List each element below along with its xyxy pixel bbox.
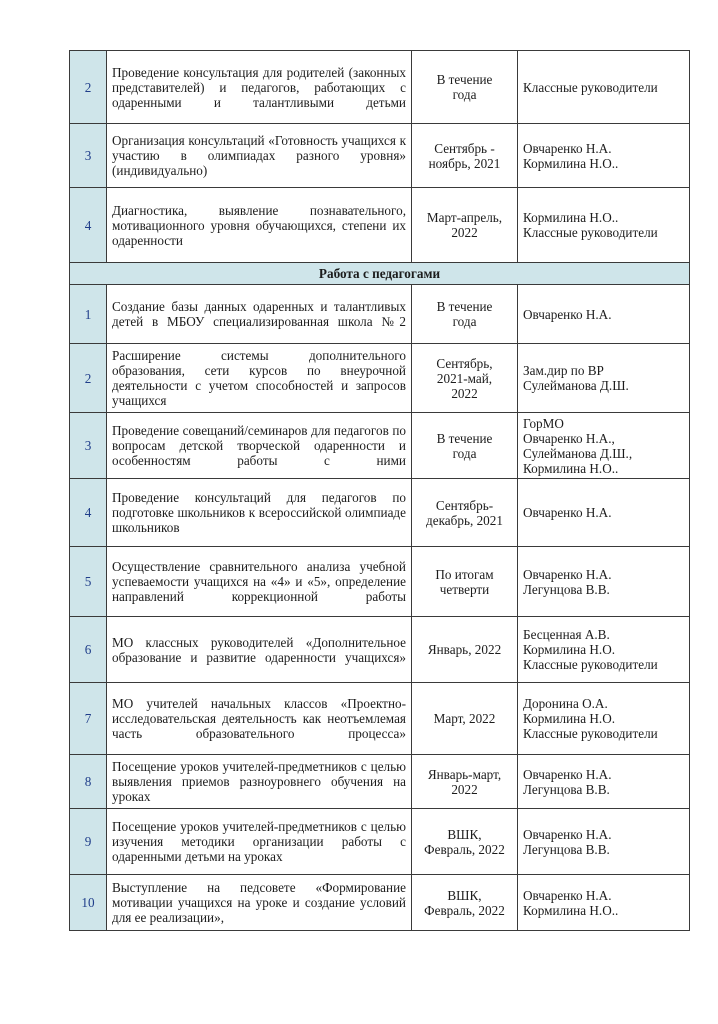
table-row	[70, 683, 690, 755]
table-row	[70, 188, 690, 263]
term-line: декабрь, 2021	[426, 512, 503, 528]
row-number: 5	[70, 547, 107, 617]
term-line: Сентябрь-	[435, 497, 494, 513]
activity-description: Осуществление сравнительного анализа учебной успеваемости учащихся на «4» и «5», определение направлений коррекционной работы	[107, 547, 412, 617]
activity-responsible	[518, 755, 690, 809]
activity-description: Посещение уроков учителей-предметников с целью выявления приемов разноуровнего обучения на уроках	[107, 755, 412, 809]
row-number: 3	[70, 124, 107, 188]
term-line: Январь, 2022	[427, 642, 502, 657]
term-line: 2022	[451, 385, 478, 401]
responsible-line: Овчаренко Н.А.	[523, 566, 612, 582]
responsible-line: Овчаренко Н.А.	[523, 505, 612, 520]
activity-term	[412, 51, 518, 124]
table-row	[70, 344, 690, 413]
responsible-line: Овчаренко Н.А.,	[523, 430, 615, 446]
activity-description: Проведение консультаций для педагогов по подготовке школьников к всероссийской олимпиаде школьников	[107, 479, 412, 547]
row-number: 6	[70, 617, 107, 683]
activity-responsible	[518, 124, 690, 188]
table-row	[70, 617, 690, 683]
term-line: Январь-март,	[427, 766, 502, 782]
responsible-line: Кормилина Н.О..	[523, 460, 619, 476]
table-row	[70, 413, 690, 479]
responsible-line: Доронина О.А.	[523, 696, 608, 711]
table-row	[70, 51, 690, 124]
responsible-line: Легунцова В.В.	[523, 781, 610, 797]
activity-responsible	[518, 51, 690, 124]
responsible-line: Легунцова В.В.	[523, 581, 610, 597]
activity-term	[412, 188, 518, 263]
table-row	[70, 285, 690, 344]
activity-description: Проведение совещаний/семинаров для педагогов по вопросам детской творческой одаренности и особенностям работы с ними	[107, 413, 412, 479]
plan-table-body	[70, 51, 690, 931]
term-line: Февраль, 2022	[424, 841, 505, 857]
term-line: 2022	[451, 225, 478, 240]
activity-term	[412, 755, 518, 809]
table-row	[70, 755, 690, 809]
activity-description: МО учителей начальных классов «Проектно-исследовательская деятельность как неотъемлемая часть образовательного процесса»	[107, 683, 412, 755]
responsible-line: Кормилина Н.О.	[523, 642, 616, 657]
responsible-line: Кормилина Н.О..	[523, 210, 619, 225]
activity-term	[412, 809, 518, 875]
activity-responsible	[518, 188, 690, 263]
term-line: 2022	[451, 781, 478, 797]
responsible-line: Классные руководители	[523, 225, 658, 240]
responsible-line: ГорМО	[523, 415, 564, 431]
activity-term	[412, 683, 518, 755]
activity-responsible	[518, 683, 690, 755]
activity-responsible	[518, 875, 690, 931]
term-line: 2021-май,	[436, 370, 493, 386]
activity-description: Проведение консультация для родителей (законных представителей) и педагогов, работающих с одаренными и талантливыми детьми	[107, 51, 412, 124]
activity-term	[412, 547, 518, 617]
responsible-line: Классные руководители	[523, 726, 658, 741]
responsible-line: Классные руководители	[523, 657, 658, 672]
term-line: года	[452, 87, 477, 102]
activity-description: Организация консультаций «Готовность учащихся к участию в олимпиадах разного уровня» (индивидуально)	[107, 124, 412, 188]
plan-table	[69, 50, 690, 931]
activity-term	[412, 285, 518, 344]
activity-description: Диагностика, выявление познавательного, мотивационного уровня обучающихся, степени их одаренности	[107, 188, 412, 263]
row-number: 4	[70, 188, 107, 263]
term-line: В течение	[436, 430, 493, 446]
term-line: четверти	[439, 581, 490, 597]
row-number: 7	[70, 683, 107, 755]
activity-description: Посещение уроков учителей-предметников с целью изучения методики организации работы с одаренными детьми на уроках	[107, 809, 412, 875]
responsible-line: Сулейманова Д.Ш.	[523, 378, 629, 393]
activity-responsible	[518, 479, 690, 547]
responsible-line: Овчаренко Н.А.	[523, 140, 612, 156]
term-line: Сентябрь,	[436, 355, 493, 371]
section-header-row	[70, 263, 690, 285]
activity-term	[412, 124, 518, 188]
activity-description: Выступление на педсовете «Формирование мотивации учащихся на уроке и создание условий для ее реализации»,	[107, 875, 412, 931]
activity-description: МО классных руководителей «Дополнительное образование и развитие одаренности учащихся»	[107, 617, 412, 683]
responsible-line: Овчаренко Н.А.	[523, 826, 612, 842]
row-number: 10	[70, 875, 107, 931]
responsible-line: Легунцова В.В.	[523, 841, 610, 857]
table-row	[70, 875, 690, 931]
activity-responsible	[518, 413, 690, 479]
activity-term	[412, 875, 518, 931]
activity-term	[412, 617, 518, 683]
row-number: 8	[70, 755, 107, 809]
row-number: 4	[70, 479, 107, 547]
term-line: ВШК,	[447, 826, 482, 842]
activity-description: Создание базы данных одаренных и талантливых детей в МБОУ специализированная школа №2	[107, 285, 412, 344]
term-line: ВШК,	[447, 887, 482, 903]
activity-responsible	[518, 344, 690, 413]
responsible-line: Овчаренко Н.А.	[523, 766, 612, 782]
table-row	[70, 479, 690, 547]
term-line: По итогам	[435, 566, 494, 582]
term-line: ноябрь, 2021	[428, 155, 501, 171]
term-line: Март-апрель,	[426, 210, 503, 225]
table-row	[70, 124, 690, 188]
activity-description: Расширение системы дополнительного образования, сети курсов по внеурочной деятельности с учетом способностей и запросов учащихся	[107, 344, 412, 413]
activity-responsible	[518, 547, 690, 617]
term-line: В течение	[436, 72, 493, 87]
row-number: 9	[70, 809, 107, 875]
responsible-line: Бесценная А.В.	[523, 627, 610, 642]
responsible-line: Овчаренко Н.А.	[523, 306, 612, 322]
term-line: Март, 2022	[433, 711, 496, 726]
section-title: Работа с педагогами	[70, 263, 690, 285]
responsible-line: Кормилина Н.О..	[523, 155, 619, 171]
activity-responsible	[518, 285, 690, 344]
responsible-line: Сулейманова Д.Ш.,	[523, 445, 633, 461]
activity-responsible	[518, 617, 690, 683]
activity-responsible	[518, 809, 690, 875]
term-line: Сентябрь -	[434, 140, 495, 156]
row-number: 3	[70, 413, 107, 479]
row-number: 2	[70, 344, 107, 413]
term-line: года	[452, 445, 477, 461]
activity-term	[412, 344, 518, 413]
table-row	[70, 547, 690, 617]
term-line: В течение	[436, 299, 493, 314]
responsible-line: Зам.дир по ВР	[523, 363, 604, 378]
row-number: 1	[70, 285, 107, 344]
responsible-line: Кормилина Н.О.	[523, 711, 616, 726]
table-row	[70, 809, 690, 875]
responsible-line: Классные руководители	[523, 79, 658, 95]
term-line: Февраль, 2022	[424, 902, 505, 918]
activity-term	[412, 479, 518, 547]
activity-term	[412, 413, 518, 479]
responsible-line: Овчаренко Н.А.	[523, 887, 612, 903]
responsible-line: Кормилина Н.О..	[523, 902, 619, 918]
row-number: 2	[70, 51, 107, 124]
term-line: года	[452, 314, 477, 329]
